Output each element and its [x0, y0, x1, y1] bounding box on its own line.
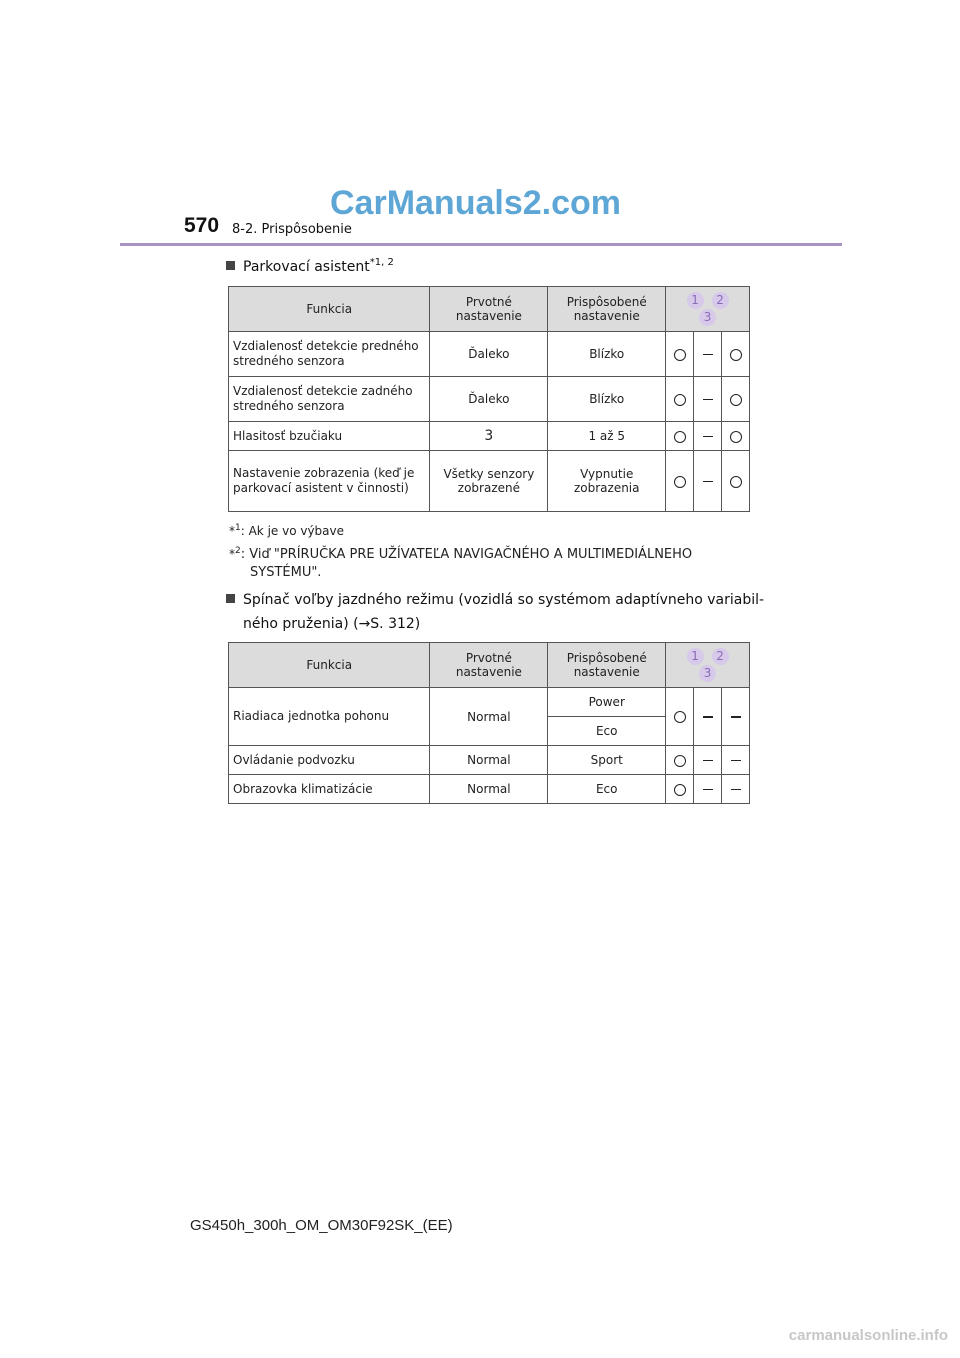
cell-custom: Vypnutie zobrazenia [548, 451, 666, 512]
unavailable-mark-icon [703, 789, 713, 790]
cell-custom: Blízko [548, 332, 666, 377]
cell-method-3 [722, 451, 750, 512]
section-title: 8-2. Prispôsobenie [232, 222, 352, 237]
cell-default: Normal [430, 688, 548, 746]
unavailable-mark-icon [703, 481, 713, 482]
footnote-text: : Ak je vo výbave [240, 524, 345, 538]
cell-method-1 [666, 332, 694, 377]
cell-method-2 [694, 332, 722, 377]
cell-custom: Eco [548, 775, 666, 804]
available-mark-icon [674, 394, 686, 406]
cell-function: Hlasitosť bzučiaku [229, 422, 430, 451]
col-header-custom: Prispôsobené nastavenie [548, 643, 666, 688]
unavailable-mark-icon [731, 789, 741, 790]
cell-method-1 [666, 688, 694, 746]
unavailable-mark-icon [731, 760, 741, 761]
cell-default: Ďaleko [430, 377, 548, 422]
available-mark-icon [674, 711, 686, 723]
section1-title-refs: *1, 2 [369, 257, 394, 268]
footnote-1 [229, 519, 344, 540]
footnote-text: : Viď "PRÍRUČKA PRE UŽÍVATEĽA NAVIGAČNÉHO A MULTIMEDIÁLNEHO [240, 547, 693, 562]
available-mark-icon [674, 755, 686, 767]
unavailable-mark-icon [703, 716, 713, 717]
cell-method-3 [722, 377, 750, 422]
cell-default: Normal [430, 775, 548, 804]
section2-title: Spínač voľby jazdného režimu (vozidlá so systémom adaptívneho variabil- [243, 592, 765, 608]
cell-method-3 [722, 775, 750, 804]
cell-function: Obrazovka klimatizácie [229, 775, 430, 804]
table-header-row [229, 643, 750, 688]
method-2-icon: 2 [712, 648, 729, 665]
available-mark-icon [674, 784, 686, 796]
cell-method-3 [722, 422, 750, 451]
cell-function: Riadiaca jednotka pohonu [229, 688, 430, 746]
cell-function: Vzdialenosť detekcie predného stredného senzora [229, 332, 430, 377]
section2-heading [226, 588, 764, 636]
watermark-logo: CarManuals2.com [330, 184, 621, 222]
square-bullet-icon [226, 594, 235, 603]
footnote-mark: * [229, 547, 235, 561]
document-code: GS450h_300h_OM_OM30F92SK_(EE) [190, 1217, 453, 1234]
table-row [229, 451, 750, 512]
col-header-function: Funkcia [229, 287, 430, 332]
cell-method-1 [666, 377, 694, 422]
footnote-mark: * [229, 524, 235, 538]
cell-method-2 [694, 422, 722, 451]
table-header-row [229, 287, 750, 332]
parking-assist-table [228, 286, 750, 512]
unavailable-mark-icon [703, 436, 713, 437]
available-mark-icon [730, 349, 742, 361]
cell-method-2 [694, 451, 722, 512]
method-2-icon: 2 [712, 292, 729, 309]
cell-method-1 [666, 451, 694, 512]
available-mark-icon [674, 476, 686, 488]
header-divider [120, 243, 842, 246]
cell-default: Všetky senzory zobrazené [430, 451, 548, 512]
square-bullet-icon [226, 261, 235, 270]
watermark-footer: carmanualsonline.info [788, 1327, 948, 1344]
col-header-methods [666, 287, 750, 332]
cell-method-2 [694, 746, 722, 775]
available-mark-icon [674, 431, 686, 443]
unavailable-mark-icon [731, 716, 741, 717]
col-header-function: Funkcia [229, 643, 430, 688]
cell-custom: Power [548, 688, 666, 717]
cell-method-2 [694, 775, 722, 804]
col-header-methods [666, 643, 750, 688]
available-mark-icon [730, 431, 742, 443]
table-row [229, 422, 750, 451]
footnote-2 [229, 542, 692, 582]
unavailable-mark-icon [703, 354, 713, 355]
table-row [229, 775, 750, 804]
section2-title-cont: ného pruženia) (→S. 312) [243, 616, 421, 632]
cell-custom: Blízko [548, 377, 666, 422]
cell-method-3 [722, 688, 750, 746]
cell-default: 3 [430, 422, 548, 451]
drive-mode-table [228, 642, 750, 804]
cell-custom: Sport [548, 746, 666, 775]
table-row [229, 746, 750, 775]
cell-method-1 [666, 746, 694, 775]
cell-default: Ďaleko [430, 332, 548, 377]
cell-custom: Eco [548, 717, 666, 746]
available-mark-icon [674, 349, 686, 361]
col-header-custom: Prispôsobené nastavenie [548, 287, 666, 332]
cell-method-1 [666, 775, 694, 804]
cell-method-3 [722, 332, 750, 377]
table-row [229, 377, 750, 422]
col-header-default: Prvotné nastavenie [430, 287, 548, 332]
method-1-icon: 1 [687, 292, 704, 309]
section1-heading [226, 251, 394, 279]
page-number: 570 [184, 214, 220, 237]
col-header-default: Prvotné nastavenie [430, 643, 548, 688]
footnote-text-cont: SYSTÉMU". [250, 565, 322, 580]
cell-method-2 [694, 688, 722, 746]
section1-title: Parkovací asistent [243, 259, 370, 275]
cell-function: Ovládanie podvozku [229, 746, 430, 775]
available-mark-icon [730, 394, 742, 406]
cell-default: Normal [430, 746, 548, 775]
footnote-number: 2 [235, 546, 241, 556]
unavailable-mark-icon [703, 399, 713, 400]
table-row [229, 688, 750, 717]
unavailable-mark-icon [703, 760, 713, 761]
cell-method-2 [694, 377, 722, 422]
method-1-icon: 1 [687, 648, 704, 665]
table-row [229, 332, 750, 377]
cell-function: Nastavenie zobrazenia (keď je parkovací asistent v činnosti) [229, 451, 430, 512]
method-3-icon: 3 [699, 665, 716, 682]
available-mark-icon [730, 476, 742, 488]
footnote-number: 1 [235, 523, 241, 533]
cell-method-3 [722, 746, 750, 775]
cell-custom: 1 až 5 [548, 422, 666, 451]
cell-method-1 [666, 422, 694, 451]
cell-function: Vzdialenosť detekcie zadného stredného senzora [229, 377, 430, 422]
method-3-icon: 3 [699, 309, 716, 326]
